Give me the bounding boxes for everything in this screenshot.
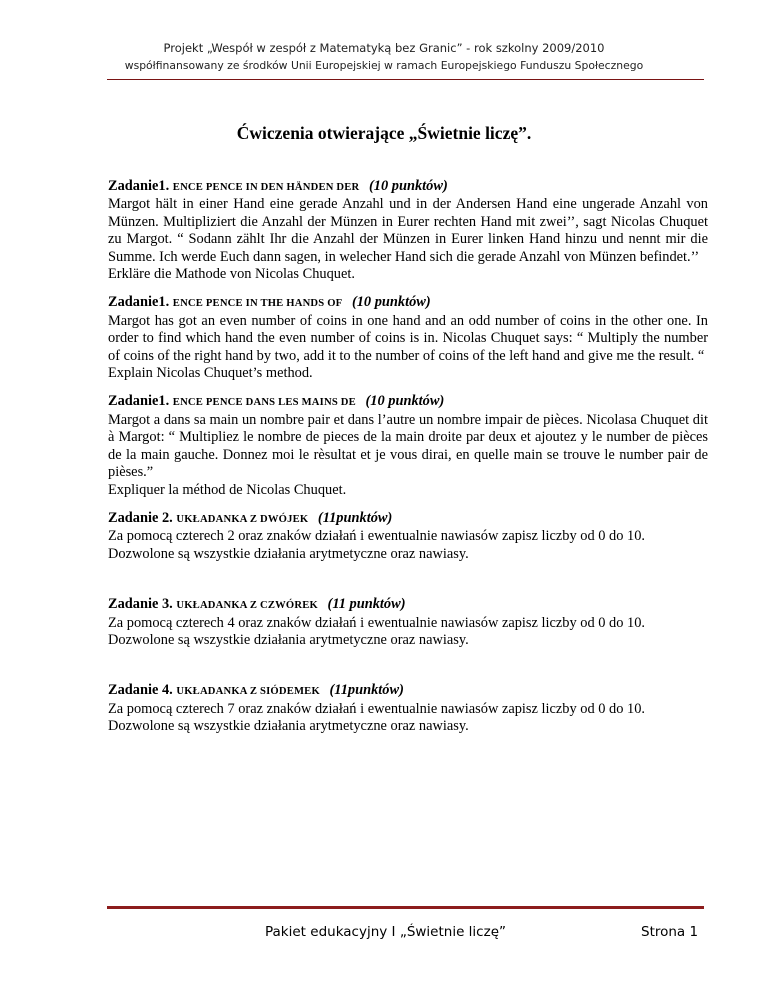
document-title: Ćwiczenia otwierające „Świetnie liczę”. bbox=[236, 123, 532, 143]
task-label: Zadanie 2. bbox=[108, 509, 173, 526]
task-name: UKŁADANKA Z SIÓDEMEK bbox=[176, 686, 320, 698]
header-divider bbox=[107, 79, 704, 80]
task-2 bbox=[108, 510, 708, 563]
task-rules: Dozwolone są wszystkie działania arytmetyczne oraz nawiasy. bbox=[108, 631, 469, 648]
task-text: Za pomocą czterech 4 oraz znaków działań i ewentualnie nawiasów zapisz liczby od 0 do 10. bbox=[108, 614, 646, 631]
task-points: (11punktów) bbox=[317, 509, 393, 526]
task-label: Zadanie1. bbox=[108, 393, 170, 410]
task-3 bbox=[108, 596, 708, 649]
task-heading bbox=[108, 294, 708, 312]
task-name: UKŁADANKA Z DWÓJEK bbox=[176, 513, 309, 525]
page-header bbox=[0, 40, 768, 74]
task-rules: Dozwolone są wszystkie działania arytmetyczne oraz nawiasy. bbox=[108, 718, 469, 735]
task-text: Margot has got an even number of coins in one hand and an odd number of coins in the other one. In order to find which hand the even number of coins is in. Nicolas Chuquet says: “ Multiply the number of coins of the right hand by two, add it to the number of coins of the left hand and give me the result. “ bbox=[108, 312, 708, 364]
task-name: UKŁADANKA Z CZWÓREK bbox=[176, 600, 318, 612]
task-1-fr bbox=[108, 393, 708, 498]
task-question: Explain Nicolas Chuquet’s method. bbox=[108, 365, 313, 382]
task-question: Expliquer la méthod de Nicolas Chuquet. bbox=[108, 481, 347, 498]
task-4 bbox=[108, 682, 708, 735]
task-1-de bbox=[108, 178, 708, 283]
task-text: Za pomocą czterech 2 oraz znaków działań i ewentualnie nawiasów zapisz liczby od 0 do 10. bbox=[108, 528, 646, 545]
task-heading bbox=[108, 682, 708, 700]
task-name: ENCE PENCE IN DEN HÄNDEN DER bbox=[172, 182, 360, 193]
task-heading bbox=[108, 393, 708, 411]
task-rules: Dozwolone są wszystkie działania arytmetyczne oraz nawiasy. bbox=[108, 545, 469, 562]
task-list bbox=[108, 178, 708, 747]
page-number: Strona 1 bbox=[641, 924, 699, 940]
task-text: Margot a dans sa main un nombre pair et dans l’autre un nombre impair de pièces. Nicolasa Chuquet dit à Margot: “ Multipliez le nombre de pieces de la main droite par deux et ajoutez y le number de pièces de la main gauche. Donnez moi le rèsultat et je vous dirai, en quelle main se trouve le number pair de pièses.” bbox=[108, 411, 708, 481]
task-label: Zadanie 4. bbox=[108, 682, 173, 699]
task-label: Zadanie 3. bbox=[108, 596, 173, 613]
footer-title: Pakiet edukacyjny I „Świetnie liczę” bbox=[265, 924, 506, 940]
task-points: (10 punktów) bbox=[369, 178, 448, 194]
header-funding-line: współfinansowany ze środków Unii Europejskiej w ramach Europejskiego Funduszu Społecznego bbox=[124, 59, 644, 72]
task-points: (11punktów) bbox=[329, 682, 404, 699]
task-label: Zadanie1. bbox=[108, 294, 170, 311]
task-name: ENCE PENCE DANS LES MAINS DE bbox=[172, 397, 356, 409]
task-text: Za pomocą czterech 7 oraz znaków działań i ewentualnie nawiasów zapisz liczby od 0 do 10. bbox=[108, 700, 646, 717]
task-points: (10 punktów) bbox=[365, 393, 445, 410]
task-heading bbox=[108, 596, 708, 614]
task-1-en bbox=[108, 294, 708, 382]
task-points: (11 punktów) bbox=[327, 596, 406, 613]
header-project-line: Projekt „Wespół w zespół z Matematyką bez Granic” - rok szkolny 2009/2010 bbox=[163, 41, 605, 55]
footer-divider bbox=[107, 906, 704, 909]
task-label: Zadanie1. bbox=[108, 178, 170, 194]
task-heading bbox=[108, 510, 708, 528]
task-name: ENCE PENCE IN THE HANDS OF bbox=[172, 298, 343, 310]
task-question: Erkläre die Mathode von Nicolas Chuquet. bbox=[108, 266, 355, 283]
task-text: Margot hält in einer Hand eine gerade Anzahl und in der Andersen Hand eine ungerade Anzahl von Münzen. Multipliziert die Anzahl der Münzen in Eurer rechten Hand mit zwei’’, sagt Nicolas Chuquet zu Margot. “ Sodann zählt Ihr die Anzahl der Münzen in Eurer linken Hand hinzu und nennt mir die Summe. Ich werde Euch dann sagen, in welecher Hand sich die gerade Anzahl von Münzen befindet.’’ bbox=[108, 196, 708, 265]
task-points: (10 punktów) bbox=[351, 294, 431, 311]
task-heading bbox=[108, 178, 708, 196]
